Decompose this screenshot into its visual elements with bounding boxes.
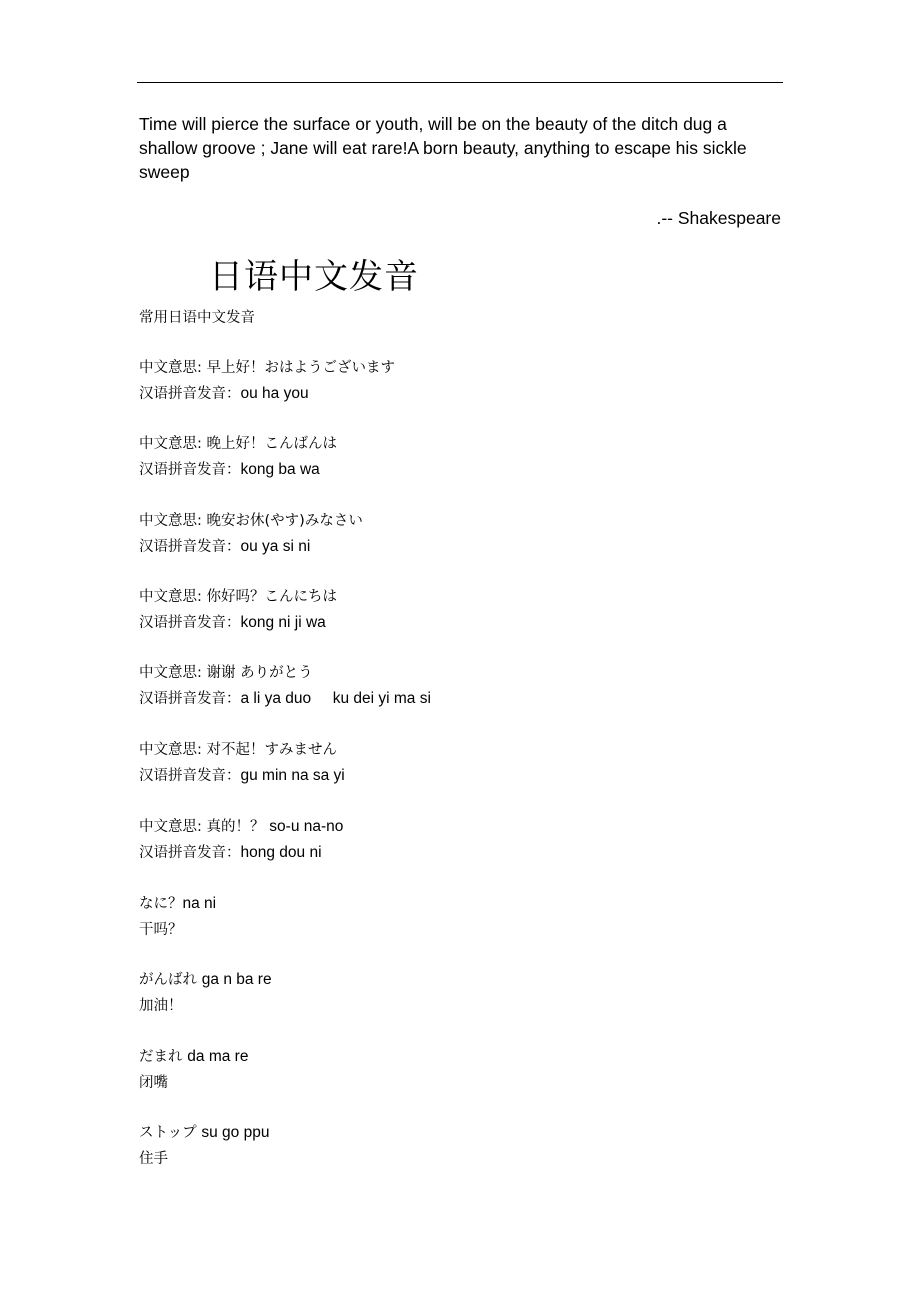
pinyin-label: 汉语拼音发音： (139, 462, 241, 478)
header-rule (137, 82, 783, 83)
pinyin-line (139, 839, 839, 865)
meaning-line (139, 813, 839, 839)
pinyin-text: ou ha you (240, 385, 309, 402)
word-meaning: 闭嘴 (139, 1075, 168, 1091)
word-meaning: 住手 (139, 1151, 168, 1167)
page-subtitle: 常用日语中文发音 (139, 310, 255, 326)
meaning-line (139, 659, 839, 685)
phrase-entry (139, 736, 839, 788)
pinyin-label: 汉语拼音发音： (139, 768, 241, 784)
meaning-text: 你好吗？こんにちは (206, 589, 337, 605)
pinyin-label: 汉语拼音发音： (139, 386, 241, 402)
meaning-text: 早上好！おはようございます (206, 360, 395, 376)
meaning-label: 中文意思: (139, 436, 207, 452)
pinyin-text: kong ni ji wa (240, 614, 326, 631)
meaning-romaji: so-u na-no (269, 818, 344, 835)
phrase-entry (139, 813, 839, 865)
word-meaning-line (139, 916, 839, 942)
word-meaning-line (139, 992, 839, 1018)
pinyin-label: 汉语拼音发音： (139, 539, 241, 555)
pinyin-label: 汉语拼音发音： (139, 615, 241, 631)
word-meaning-line (139, 1145, 839, 1171)
word-kana: がんばれ (139, 972, 197, 988)
pinyin-line (139, 762, 839, 788)
word-kana: なに？ (139, 896, 183, 912)
word-entry (139, 966, 839, 1018)
pinyin-line (139, 456, 839, 482)
meaning-label: 中文意思: (139, 819, 207, 835)
word-entry (139, 890, 839, 942)
word-romaji: na ni (182, 895, 217, 912)
word-meaning: 干吗？ (139, 922, 183, 938)
pinyin-line (139, 609, 839, 635)
meaning-label: 中文意思: (139, 665, 207, 681)
pinyin-line (139, 380, 839, 406)
phrase-entry (139, 583, 839, 635)
pinyin-text: a li ya duo ku dei yi ma si (240, 690, 431, 707)
meaning-label: 中文意思: (139, 742, 207, 758)
word-romaji: su go ppu (201, 1124, 270, 1141)
word-line (139, 1119, 839, 1145)
word-entry (139, 1043, 839, 1095)
meaning-line (139, 430, 839, 456)
pinyin-line (139, 685, 839, 711)
meaning-text: 真的！？ (206, 819, 265, 835)
word-kana: ストップ (139, 1125, 197, 1141)
word-romaji: da ma re (187, 1048, 249, 1065)
pinyin-line (139, 533, 839, 559)
meaning-line (139, 736, 839, 762)
quote-text: Time will pierce the surface or youth, will be on the beauty of the ditch dug a shallow groove ; Jane will eat rare!A born beauty, anything to escape his sickle sweep (139, 114, 747, 182)
quote-attribution: .-- Shakespeare (656, 208, 781, 228)
phrase-entry (139, 354, 839, 406)
pinyin-text: gu min na sa yi (240, 767, 345, 784)
phrase-entry (139, 659, 839, 711)
word-meaning: 加油！ (139, 998, 183, 1014)
phrase-entry (139, 430, 839, 482)
word-line (139, 890, 839, 916)
pinyin-text: hong dou ni (240, 844, 322, 861)
meaning-line (139, 507, 839, 533)
meaning-text: 晚上好！こんばんは (206, 436, 337, 452)
word-entry (139, 1119, 839, 1171)
word-meaning-line (139, 1069, 839, 1095)
pinyin-label: 汉语拼音发音： (139, 691, 241, 707)
meaning-label: 中文意思: (139, 589, 207, 605)
word-romaji: ga n ba re (201, 971, 272, 988)
meaning-line (139, 583, 839, 609)
meaning-label: 中文意思: (139, 513, 207, 529)
word-line (139, 1043, 839, 1069)
meaning-line (139, 354, 839, 380)
pinyin-text: ou ya si ni (240, 538, 311, 555)
word-line (139, 966, 839, 992)
meaning-text: 对不起！すみません (206, 742, 337, 758)
pinyin-text: kong ba wa (240, 461, 320, 478)
phrase-entry (139, 507, 839, 559)
pinyin-label: 汉语拼音发音： (139, 845, 241, 861)
meaning-label: 中文意思: (139, 360, 207, 376)
meaning-text: 谢谢 ありがとう (206, 665, 313, 681)
meaning-text: 晚安お休(やす)みなさい (206, 513, 363, 529)
word-kana: だまれ (139, 1049, 183, 1065)
page-title: 日语中文发音 (209, 257, 419, 297)
